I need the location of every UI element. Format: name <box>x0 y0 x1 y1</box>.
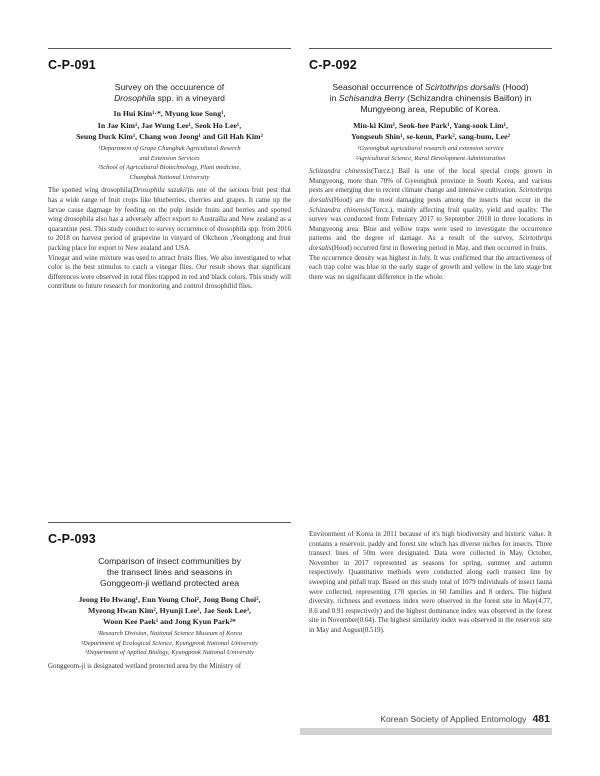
abstract-body <box>309 167 552 282</box>
abstract-body <box>48 662 291 672</box>
paragraph: Environment of Korea in 2011 because of it's high biodiversity and historic value. It contains a reservoir, paddy and forest site which has diverse niches for insects. Three transect lines of 50m were designated. Data were collected in May, October, November in 2017 represented as seasons for spring, summer and autumn respectively. Quantitative methods were conducted along each transect line by sweeping and pitfall trap. Based on this study total of 1079 individuals of insect fauna were collected, representing 170 species in 60 families and 8 orders. The highest diversity, richness and evenness index were observed in the forest site in May(4.77, 8.6 and 0.91 respectively) and the highest dominance index was observed in the forest site in November(0.64). The highest similarity index was observed in the reservoir site in May and August(0.519). <box>309 530 552 634</box>
abstract-title: Comparison of insect communities by the transect lines and seasons in Gonggeom-ji wetland protected area <box>98 556 241 589</box>
affiliations: ¹Gyeongbuk agricultural research and extension service ²Agricultural Science, Rural Development Administration <box>355 145 506 162</box>
section-rule <box>309 48 552 49</box>
paragraph: Schizandra chinensis(Turcz.) Bail is one of the local special crops grown in Mungyeong, more than 70% of Gyeongbuk province in South Korea, and various pests are emerging due to recent climate change and intensive cultivation. Scirtothrips dorsalis(Hood) are the most damaging pests among the insects that occur in the Schizandra chinensis(Turcz.), mainly affecting fruit quality, yield and quality. The survey was conducted from February 2017 to September 2018 in three locations in Mungyeong area. Blue and yellow traps were used to investigate the occurrence patterns and the degree of damage. As a result of the survey, Scirtothrips dorsalis(Hood) occurred first in flowering period in May, and then occurred in fruits. <box>309 167 552 252</box>
section-rule <box>48 522 291 523</box>
footer-bar <box>300 728 552 735</box>
paragraph: Gonggeom-ji is designated wetland protected area by the Ministry of <box>48 662 242 670</box>
society-name: Korean Society of Applied Entomology <box>380 714 527 724</box>
affiliations: ¹Department of Grape Chungbuk Agricultural Reserch and Extension Services ²School of Agricultural Biotechnology, Plant medicine, Chungbuk National University <box>98 145 241 181</box>
abstract-code: C-P-091 <box>48 58 96 72</box>
abstract-title: Survey on the occuurence of Drosophila spp. in a vineyard <box>114 82 225 104</box>
abstract-c-p-093 <box>48 522 291 672</box>
abstract-c-p-093-continued <box>309 530 552 636</box>
abstract-code: C-P-092 <box>309 58 357 72</box>
paragraph: The occurrence density was highest in July. It was confirmed that the attractiveness of each trap color was blue in the early stage of growth and yellow in the late stage but there was no significant difference in the whole. <box>309 253 552 281</box>
abstract-body <box>48 186 291 292</box>
abstract-c-p-092 <box>309 48 552 282</box>
abstract-title: Seasonal occurrence of Scirtothrips dorsalis (Hood) in Schisandra Berry (Schizandra chinensis Baillon) in Mungyeong area, Republic of Korea. <box>329 82 532 115</box>
paragraph: Vinegar and wine mixture was used to attract fruits flies. We also investigated to what color is the best stimulus to catch a vinegar flies. Our result shows that significant differences were observed in total flies trapped in red and black colors. This study will contribute to future research for monitoring and control drosophilid flies. <box>48 253 291 291</box>
affiliations: ¹Research Division, National Science Museum of Korea ²Department of Ecological Science, Kyungpook National University ³Department of Applied Biology, Kyungpook National University <box>81 630 258 657</box>
abstract-c-p-091 <box>48 48 291 292</box>
author-list: Min-ki Kim¹, Seok-hee Park¹, Yang-sook Lim¹, Yongseub Shin¹, se-keun, Park², sang-bum, Lee² <box>351 120 510 141</box>
page-footer <box>340 713 550 725</box>
author-list: Jeong Ho Hwang¹, Eun Young Choi², Jong Bong Choi², Myeong Hwan Kim², Hyunji Lee², Jae Seok Lee³, Woon Kee Paek¹ and Jong Kyun Park²* <box>78 594 261 627</box>
section-rule <box>48 48 291 49</box>
abstract-code: C-P-093 <box>48 532 96 546</box>
author-list: In Hui Kim¹·*, Myung kue Song¹, In Jae Kim¹, Jae Wung Lee¹, Seok Ho Lee¹, Seung Duck Kim¹, Chang won Jeong¹ and Gil Hah Kim² <box>76 109 263 141</box>
paragraph: The spotted wing drosophila(Drosophila suzukii)is one of the serious fruit pest that has a wide range of fruit crops like blueberries, cherries and grapes. It came up the larvae cause dagmage by feeding on the pulp inside fruits and berries and spotted wing drosophila also has a adversely affect export to Austrailia and New zealand as a quarantine pest. This study conduct to survey occurrence of drosophila spp. from 2016 to 2018 on harvest period of grapevine in vinyard of Okcheon ,Yeongdong and fruit packing place for export to New zealand and USA. <box>48 186 291 252</box>
page-number: 481 <box>532 713 550 725</box>
